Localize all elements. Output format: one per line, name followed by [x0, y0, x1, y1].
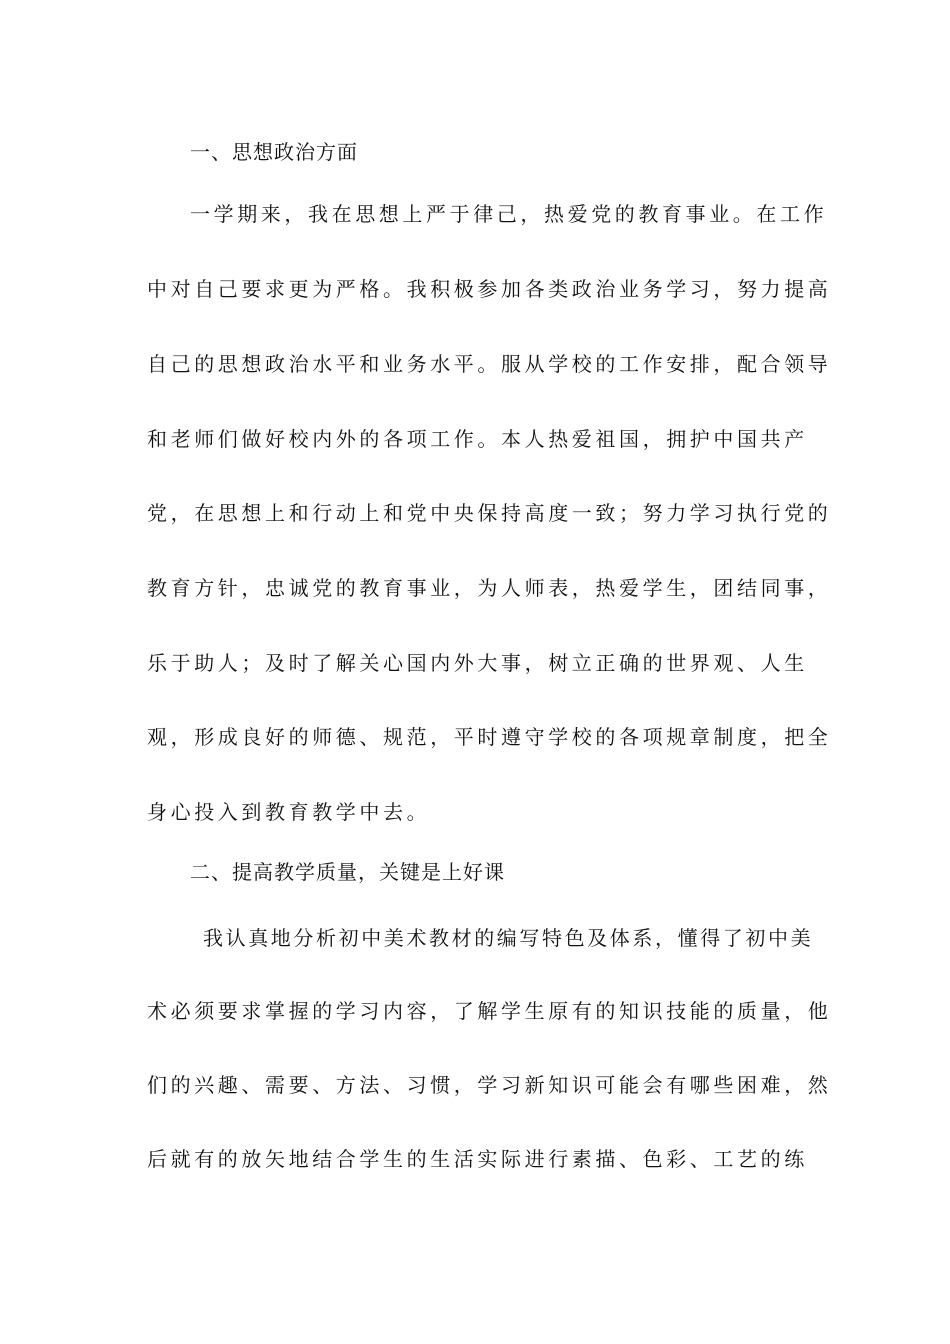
- paragraph-line: 后就有的放矢地结合学生的生活实际进行素描、色彩、工艺的练: [147, 1147, 808, 1171]
- paragraph-line: 一学期来，我在思想上严于律己，热爱党的教育事业。在工作: [190, 202, 828, 226]
- paragraph-line: 观，形成良好的师德、规范，平时遵守学校的各项规章制度，把全: [147, 725, 832, 749]
- paragraph-line: 乐于助人；及时了解关心国内外大事，树立正确的世界观、人生: [147, 651, 808, 675]
- paragraph-line: 们的兴趣、需要、方法、习惯，学习新知识可能会有哪些困难，然: [147, 1073, 832, 1097]
- paragraph-line: 和老师们做好校内外的各项工作。本人热爱祖国，拥护中国共产: [147, 427, 808, 451]
- section-heading-1: 一、思想政治方面: [190, 140, 358, 164]
- paragraph-line: 术必须要求掌握的学习内容，了解学生原有的知识技能的质量，他: [147, 999, 832, 1023]
- paragraph-line: 教育方针，忠诚党的教育事业，为人师表，热爱学生，团结同事，: [147, 576, 832, 600]
- section-heading-2: 二、提高教学质量，关键是上好课: [190, 860, 505, 884]
- paragraph-line: 自己的思想政治水平和业务水平。服从学校的工作安排，配合领导: [147, 352, 832, 376]
- paragraph-line: 党，在思想上和行动上和党中央保持高度一致；努力学习执行党的: [147, 501, 832, 525]
- paragraph-line: 我认真地分析初中美术教材的编写特色及体系，懂得了初中美: [203, 926, 814, 950]
- paragraph-line: 中对自己要求更为严格。我积极参加各类政治业务学习，努力提高: [147, 277, 832, 301]
- paragraph-line: 身心投入到教育教学中去。: [147, 800, 431, 824]
